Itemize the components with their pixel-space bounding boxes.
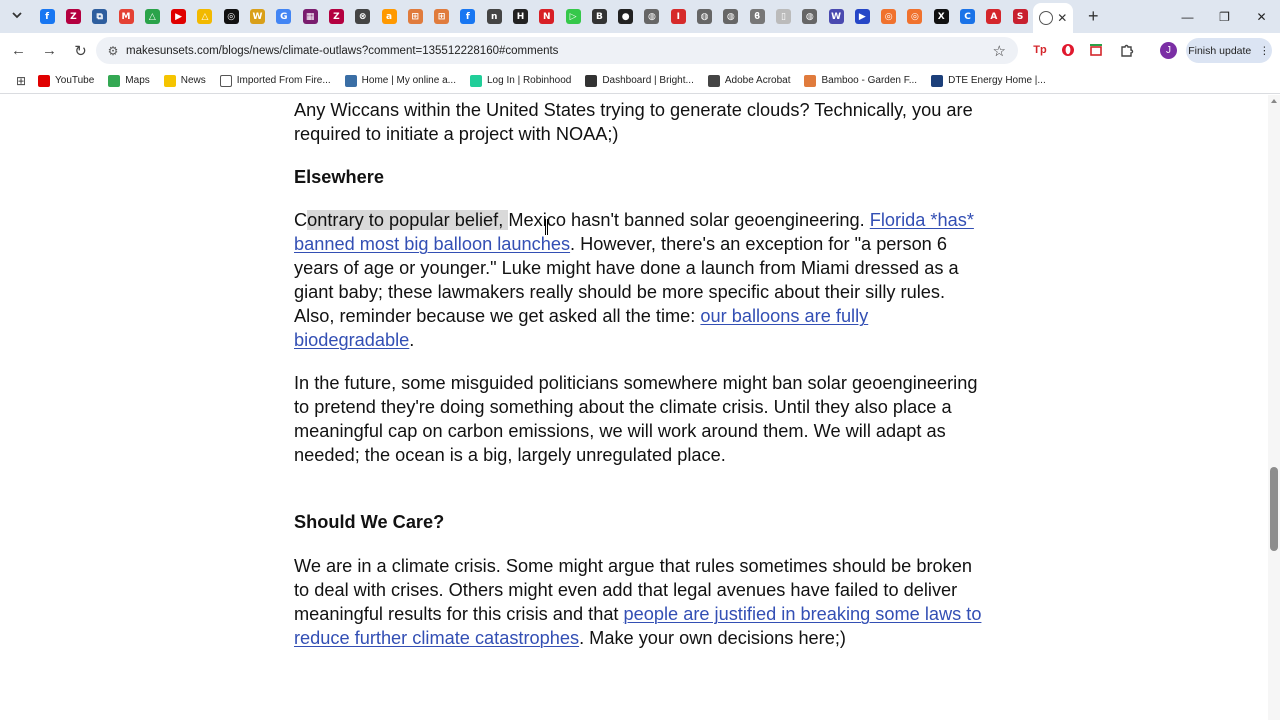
book-icon: B bbox=[592, 9, 607, 24]
reload-icon: ↻ bbox=[74, 42, 87, 60]
bookmark-label: Home | My online a... bbox=[361, 75, 456, 86]
paragraph-mexico-florida bbox=[294, 208, 984, 352]
bamboo-icon: ⊞ bbox=[408, 9, 423, 24]
dark-circle-icon: ● bbox=[618, 9, 633, 24]
tab-strip bbox=[0, 0, 1280, 33]
link-justified-breaking-laws[interactable]: people are justified in breaking some laws to reduce further climate catastrophes bbox=[294, 604, 982, 648]
tab-link[interactable] bbox=[744, 0, 770, 33]
bookmark-favicon-icon bbox=[220, 75, 232, 87]
bookmark-label: Imported From Fire... bbox=[236, 75, 331, 86]
reload-button[interactable] bbox=[66, 36, 95, 65]
blue-play-icon: ▶ bbox=[855, 9, 870, 24]
bookmark-label: DTE Energy Home |... bbox=[948, 75, 1046, 86]
profile-avatar[interactable]: J bbox=[1160, 42, 1177, 59]
tab-bamboo-2[interactable] bbox=[428, 0, 454, 33]
globe-icon-3: ◍ bbox=[723, 9, 738, 24]
browser-toolbar bbox=[0, 33, 1280, 68]
tab-search-button[interactable] bbox=[4, 6, 30, 28]
chevron-down-icon bbox=[12, 11, 22, 22]
globe-icon-2: ◍ bbox=[697, 9, 712, 24]
w-icon: W bbox=[829, 9, 844, 24]
h-icon: H bbox=[513, 9, 528, 24]
page-viewport bbox=[0, 95, 1268, 720]
tab-wikipedia[interactable] bbox=[244, 0, 270, 33]
tab-bamboo[interactable] bbox=[402, 0, 428, 33]
tab-facebook[interactable] bbox=[34, 0, 60, 33]
text-cursor-icon bbox=[545, 219, 548, 235]
menu-kebab-icon[interactable]: ⋮ bbox=[1259, 44, 1270, 57]
wikipedia-icon: W bbox=[250, 9, 265, 24]
text-first-letter: C bbox=[294, 210, 308, 230]
tab-x-circle[interactable] bbox=[350, 0, 376, 33]
facebook-icon-2: f bbox=[460, 9, 475, 24]
gmail-icon: M bbox=[119, 9, 134, 24]
tab-x[interactable] bbox=[928, 0, 954, 33]
tab-gmail[interactable] bbox=[113, 0, 139, 33]
text-period: . bbox=[409, 330, 415, 350]
tab-play[interactable] bbox=[560, 0, 586, 33]
bookmark-item[interactable] bbox=[38, 75, 94, 87]
tab-globe-2[interactable] bbox=[691, 0, 717, 33]
c-icon: C bbox=[960, 9, 975, 24]
restore-button[interactable]: ❐ bbox=[1219, 9, 1230, 24]
page-scrollbar[interactable] bbox=[1268, 95, 1280, 720]
zoom-icon: Z bbox=[66, 9, 81, 24]
url-text[interactable]: makesunsets.com/blogs/news/climate-outlaws?comment=135512228160#comments bbox=[126, 44, 559, 57]
text-exception: . However, there's an exception for "a person 6 years of age or younger." Luke might have done a launch from Miami dressed as a giant baby; these lawmakers really should be more specific about their silly rules. Also, reminder because we get asked all the time: bbox=[294, 234, 959, 326]
paragraph-future-politicians: In the future, some misguided politicians somewhere might ban solar geoengineering to pretend they're doing something about the climate crisis. Until they also place a meaningful cap on carbon emissions, we will work around them. We will adapt as needed; the ocean is a big, largely unregulated place. bbox=[294, 373, 978, 465]
extensions-puzzle-icon[interactable] bbox=[1116, 40, 1136, 60]
tab-dark-circle[interactable] bbox=[613, 0, 639, 33]
tab-google[interactable] bbox=[271, 0, 297, 33]
link-biodegradable-balloons[interactable]: our balloons are fully biodegradable bbox=[294, 306, 869, 350]
zoom-icon-2: Z bbox=[329, 9, 344, 24]
bookmark-item[interactable] bbox=[345, 75, 456, 87]
link-florida-balloon-ban[interactable]: Florida *has* banned most big balloon launches bbox=[294, 210, 974, 254]
tab-youtube[interactable] bbox=[165, 0, 191, 33]
tab-w[interactable] bbox=[823, 0, 849, 33]
calendar-icon: ▦ bbox=[303, 9, 318, 24]
heading-should-we-care: Should We Care? bbox=[294, 512, 445, 532]
paragraph-climate-crisis bbox=[294, 554, 984, 650]
s-icon: S bbox=[1013, 9, 1028, 24]
bookmark-list bbox=[38, 75, 1060, 87]
bookmark-favicon-icon bbox=[345, 75, 357, 87]
forward-arrow-icon: → bbox=[42, 42, 57, 59]
bookmark-label: YouTube bbox=[55, 75, 95, 86]
tab-list bbox=[34, 0, 1033, 33]
close-tab-icon[interactable]: ✕ bbox=[1057, 11, 1068, 25]
tab-netflix[interactable] bbox=[534, 0, 560, 33]
forward-button[interactable] bbox=[35, 36, 64, 65]
tab-news[interactable] bbox=[481, 0, 507, 33]
drive-icon: △ bbox=[145, 9, 160, 24]
google-icon: G bbox=[276, 9, 291, 24]
amazon-icon: a bbox=[382, 9, 397, 24]
tab-s[interactable] bbox=[1007, 0, 1033, 33]
text-climate-crisis: We are in a climate crisis. Some might argue that rules sometimes should be broken to deal with crises. Others might even add that legal avenues have failed to deliver meaningful results for this crisis and that bbox=[294, 556, 972, 624]
finish-update-button[interactable] bbox=[1186, 38, 1272, 63]
window-controls bbox=[1169, 0, 1280, 33]
facebook-icon: f bbox=[40, 9, 55, 24]
bamboo-icon-2: ⊞ bbox=[434, 9, 449, 24]
tab-drive-2[interactable] bbox=[192, 0, 218, 33]
finish-update-label: Finish update bbox=[1188, 44, 1252, 57]
text-decisions: . Make your own decisions here;) bbox=[579, 628, 846, 648]
bookmark-item[interactable] bbox=[931, 75, 1046, 87]
bookmark-star-icon[interactable]: ☆ bbox=[992, 42, 1006, 60]
bookmark-item[interactable] bbox=[164, 75, 206, 87]
news-icon: n bbox=[487, 9, 502, 24]
x-circle-icon: ⊗ bbox=[355, 9, 370, 24]
bookmark-favicon-icon bbox=[585, 75, 597, 87]
pdf-icon: A bbox=[986, 9, 1001, 24]
tab-orange-circle[interactable] bbox=[876, 0, 902, 33]
tab-facebook-2[interactable] bbox=[455, 0, 481, 33]
tab-doc[interactable] bbox=[770, 0, 796, 33]
bookmark-label: Log In | Robinhood bbox=[486, 75, 572, 86]
link-icon: ϐ bbox=[750, 9, 765, 24]
tab-outlook[interactable] bbox=[87, 0, 113, 33]
bookmark-favicon-icon bbox=[931, 75, 943, 87]
bookmark-label: Dashboard | Bright... bbox=[602, 75, 694, 86]
tab-drive[interactable] bbox=[139, 0, 165, 33]
tab-orange-circle-2[interactable] bbox=[902, 0, 928, 33]
back-button[interactable] bbox=[4, 36, 33, 65]
active-tab[interactable] bbox=[1033, 3, 1073, 33]
bookmark-favicon-icon bbox=[804, 75, 816, 87]
text-mexico: Mexico hasn't banned solar geoengineering. bbox=[508, 210, 865, 230]
extension-opera-icon[interactable] bbox=[1058, 40, 1078, 60]
tab-calendar[interactable] bbox=[297, 0, 323, 33]
bookmark-label: News bbox=[180, 75, 206, 86]
bookmark-favicon-icon bbox=[38, 75, 50, 87]
selected-text: ontrary to popular belief, bbox=[307, 210, 509, 230]
globe-icon-4: ◍ bbox=[802, 9, 817, 24]
orange-circle-icon: ◎ bbox=[881, 9, 896, 24]
bookmark-favicon-icon bbox=[164, 75, 176, 87]
scroll-up-arrow-icon[interactable] bbox=[1271, 99, 1277, 103]
bookmark-label: Bamboo - Garden F... bbox=[821, 75, 918, 86]
doc-icon: ▯ bbox=[776, 9, 791, 24]
extension-box-icon[interactable] bbox=[1086, 40, 1106, 60]
scrollbar-thumb[interactable] bbox=[1270, 467, 1278, 551]
bookmark-favicon-icon bbox=[470, 75, 482, 87]
address-bar[interactable] bbox=[96, 37, 1018, 64]
globe-icon: ◍ bbox=[644, 9, 659, 24]
bookmark-label: Maps bbox=[125, 75, 150, 86]
red-i-icon: I bbox=[671, 9, 686, 24]
tab-globe-4[interactable] bbox=[797, 0, 823, 33]
tab-red-i[interactable] bbox=[665, 0, 691, 33]
tab-globe[interactable] bbox=[639, 0, 665, 33]
bookmark-item[interactable] bbox=[585, 75, 694, 87]
new-tab-button[interactable]: + bbox=[1088, 6, 1099, 26]
tab-chatgpt[interactable] bbox=[218, 0, 244, 33]
apps-grid-icon[interactable]: ⊞ bbox=[15, 73, 27, 88]
outlook-icon: ⧉ bbox=[92, 9, 107, 24]
heading-elsewhere: Elsewhere bbox=[294, 167, 384, 187]
tab-pdf[interactable] bbox=[981, 0, 1007, 33]
bookmark-favicon-icon bbox=[708, 75, 720, 87]
bookmark-item[interactable] bbox=[108, 75, 149, 87]
paragraph-wiccans: Any Wiccans within the United States trying to generate clouds? Technically, you are required to initiate a project with NOAA;) bbox=[294, 100, 973, 144]
tab-blue-play[interactable] bbox=[849, 0, 875, 33]
bookmark-item[interactable] bbox=[470, 75, 571, 87]
bookmark-item[interactable] bbox=[220, 75, 331, 87]
tab-h[interactable] bbox=[507, 0, 533, 33]
chatgpt-icon: ◎ bbox=[224, 9, 239, 24]
drive-icon-2: △ bbox=[197, 9, 212, 24]
tab-zoom[interactable] bbox=[60, 0, 86, 33]
bookmark-item[interactable] bbox=[804, 75, 917, 87]
bookmarks-bar bbox=[0, 68, 1280, 94]
bookmark-item[interactable] bbox=[708, 75, 791, 87]
tab-book[interactable] bbox=[586, 0, 612, 33]
netflix-icon: N bbox=[539, 9, 554, 24]
x-icon: X bbox=[934, 9, 949, 24]
youtube-icon: ▶ bbox=[171, 9, 186, 24]
tab-amazon[interactable] bbox=[376, 0, 402, 33]
back-arrow-icon: ← bbox=[11, 42, 26, 59]
bookmark-label: Adobe Acrobat bbox=[724, 75, 791, 86]
tab-c[interactable] bbox=[954, 0, 980, 33]
close-window-button[interactable]: ✕ bbox=[1256, 9, 1267, 24]
extension-tp-icon[interactable]: Tp bbox=[1033, 44, 1047, 56]
play-icon: ▷ bbox=[566, 9, 581, 24]
globe-icon bbox=[1039, 11, 1053, 25]
minimize-button[interactable]: — bbox=[1181, 9, 1194, 24]
tab-globe-3[interactable] bbox=[718, 0, 744, 33]
orange-circle-icon-2: ◎ bbox=[907, 9, 922, 24]
site-info-icon[interactable]: ⚙ bbox=[107, 43, 119, 58]
tab-zoom-2[interactable] bbox=[323, 0, 349, 33]
bookmark-favicon-icon bbox=[108, 75, 120, 87]
